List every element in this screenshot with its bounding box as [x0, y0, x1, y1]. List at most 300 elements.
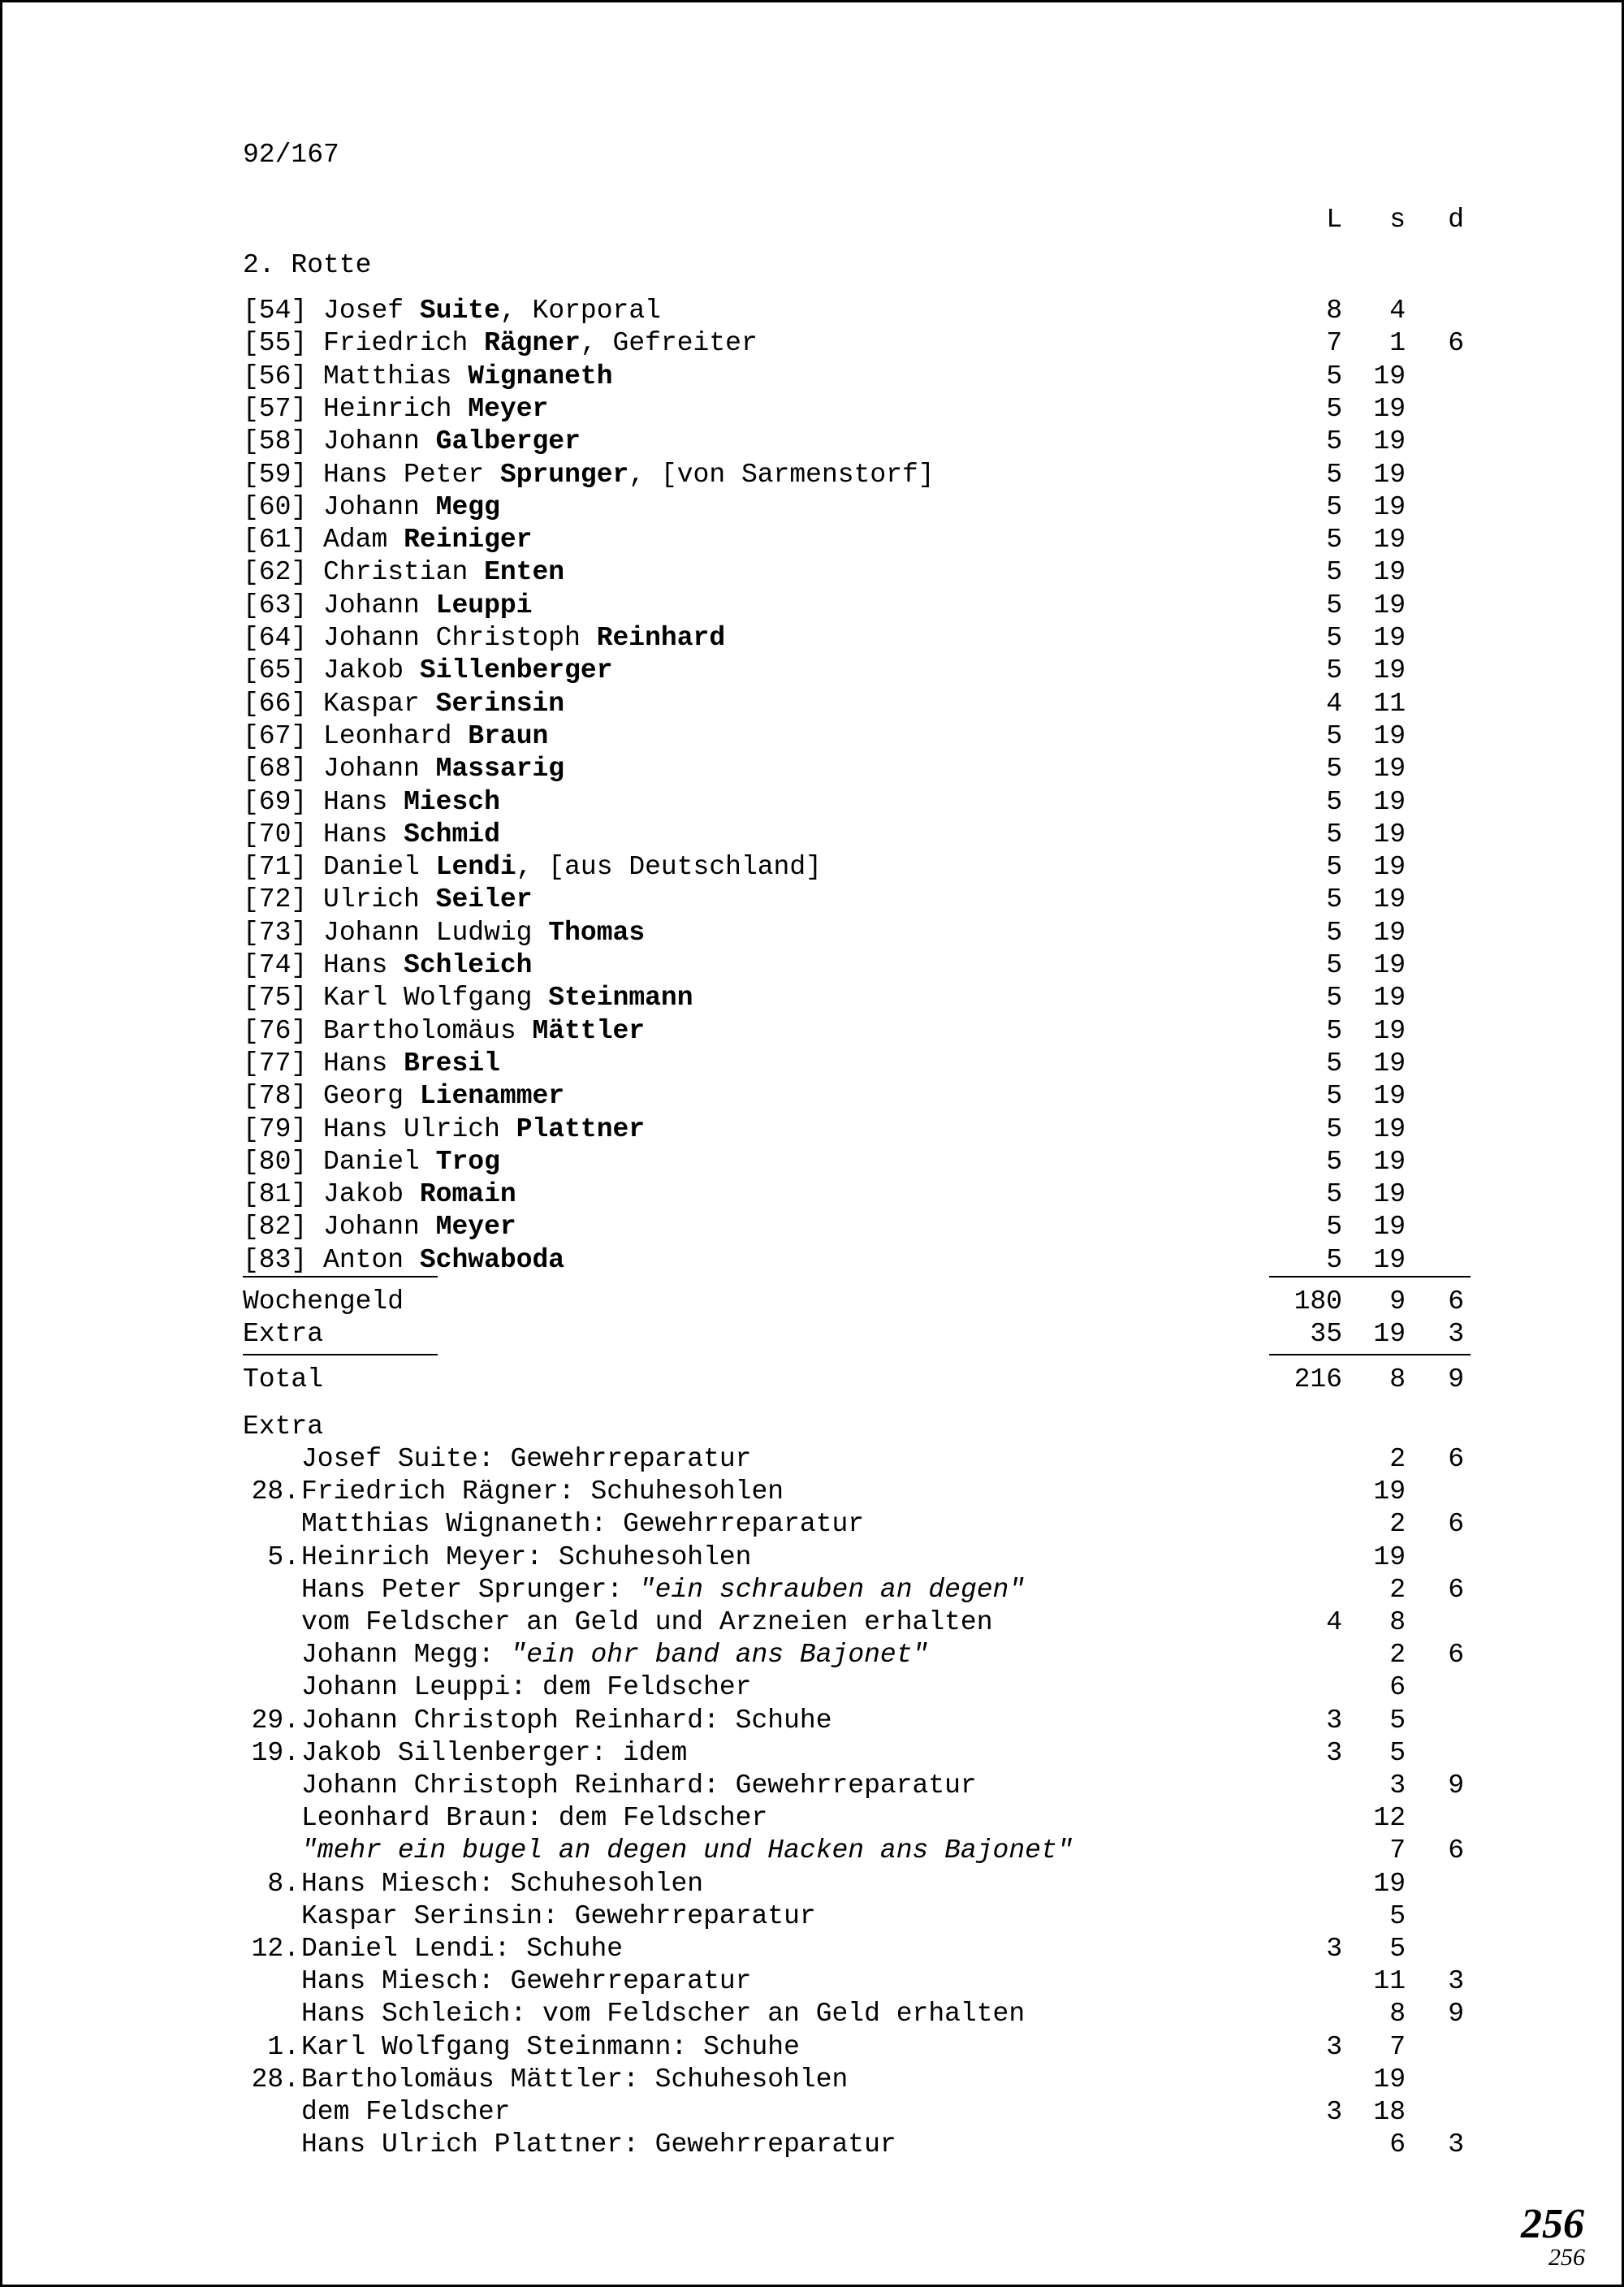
- roster-entry: [243, 949, 533, 982]
- roster-row: [2, 426, 1622, 458]
- amount-l: 5: [1326, 525, 1342, 556]
- roster-row: [2, 393, 1622, 426]
- amount-s: 19: [1373, 852, 1406, 883]
- amount-s: 19: [1373, 525, 1406, 556]
- amount-l: 3: [1326, 1934, 1342, 1964]
- last-name: Reinhard: [596, 623, 726, 653]
- roster-entry: [243, 851, 822, 884]
- extra-row: [2, 2064, 1622, 2096]
- extra-row: [2, 1606, 1622, 1639]
- extra-description: Friedrich Rägner: Schuhesohlen: [301, 1476, 784, 1507]
- first-name: Friedrich: [323, 328, 469, 359]
- extra-date: 12.: [251, 1934, 300, 1964]
- roster-row: [2, 884, 1622, 916]
- extra-text: [301, 1508, 864, 1541]
- first-name: Josef: [323, 296, 404, 326]
- amount-l: 5: [1326, 884, 1342, 915]
- amount-s: 19: [1373, 1212, 1406, 1243]
- name-suffix: , Korporal: [499, 296, 661, 326]
- amount-s: 19: [1373, 1476, 1406, 1507]
- amount-l: 5: [1326, 917, 1342, 948]
- amount-l: 5: [1326, 1081, 1342, 1112]
- extra-description: Johann Christoph Reinhard: Schuhe: [301, 1705, 832, 1736]
- first-name: Hans Peter: [323, 459, 485, 490]
- first-name: Anton: [323, 1244, 404, 1275]
- first-name: Jakob: [323, 1179, 404, 1210]
- roster-entry: [243, 1211, 516, 1243]
- first-name: Johann: [323, 491, 420, 522]
- amount-s: 19: [1373, 655, 1406, 686]
- folio-stamp-number: 256: [1521, 2201, 1584, 2247]
- amount-l: 5: [1326, 754, 1342, 785]
- amount-s: 19: [1373, 950, 1406, 980]
- amount-l: 5: [1326, 426, 1342, 457]
- extra-text: [301, 1639, 928, 1671]
- summary-l: 180: [1294, 1286, 1342, 1316]
- extra-description: Leonhard Braun: dem Feldscher: [301, 1803, 768, 1834]
- roster-entry: [243, 688, 564, 720]
- amount-d: 3: [1448, 2129, 1464, 2160]
- extra-row: [2, 1443, 1622, 1476]
- last-name: Reiniger: [404, 525, 533, 556]
- roster-row: [2, 590, 1622, 622]
- entry-number: [56]: [243, 361, 308, 391]
- summary-row-extra: [2, 1318, 1622, 1351]
- entry-number: [67]: [243, 720, 308, 751]
- amount-s: 4: [1389, 296, 1406, 326]
- amount-s: 19: [1373, 884, 1406, 915]
- header-l: L: [1326, 205, 1342, 235]
- extra-date: 28.: [251, 2064, 300, 2095]
- name-suffix: , [aus Deutschland]: [516, 852, 822, 883]
- extra-description: Johann Leuppi: dem Feldscher: [301, 1672, 752, 1703]
- amount-s: 19: [1373, 491, 1406, 522]
- extra-row: [2, 2096, 1622, 2129]
- first-name: Hans: [323, 950, 388, 980]
- extra-date: 29.: [251, 1705, 300, 1736]
- amount-s: 19: [1373, 361, 1406, 391]
- header-d: d: [1448, 205, 1464, 235]
- first-name: Ulrich: [323, 884, 420, 915]
- extra-text: [301, 1737, 687, 1770]
- extra-description: Hans Peter Sprunger:: [301, 1574, 639, 1605]
- entry-number: [66]: [243, 688, 308, 719]
- amount-l: 3: [1326, 2097, 1342, 2127]
- entry-number: [65]: [243, 655, 308, 686]
- column-header-row: [2, 204, 1622, 236]
- amount-s: 11: [1373, 1966, 1406, 1997]
- first-name: Johann Christoph: [323, 623, 581, 653]
- amount-d: 6: [1448, 1835, 1464, 1866]
- amount-d: 6: [1448, 1444, 1464, 1474]
- amount-d: 6: [1448, 328, 1464, 359]
- extra-description: Hans Miesch: Gewehrreparatur: [301, 1966, 752, 1997]
- amount-s: 19: [1373, 1179, 1406, 1210]
- last-name: Trog: [435, 1146, 500, 1177]
- extra-text: [301, 2064, 848, 2096]
- extra-row: [2, 1998, 1622, 2030]
- last-name: Sprunger: [499, 459, 629, 490]
- extra-row: [2, 1541, 1622, 1574]
- amount-s: 19: [1373, 1868, 1406, 1899]
- first-name: Johann: [323, 754, 420, 785]
- entry-number: [73]: [243, 917, 308, 948]
- first-name: Johann: [323, 1212, 420, 1243]
- amount-s: 19: [1373, 1244, 1406, 1275]
- amount-s: 19: [1373, 623, 1406, 653]
- first-name: Karl Wolfgang: [323, 983, 533, 1014]
- roster-row: [2, 720, 1622, 753]
- extra-row: [2, 1737, 1622, 1770]
- extra-date: 28.: [251, 1476, 300, 1507]
- amount-s: 19: [1373, 1015, 1406, 1046]
- amount-s: 19: [1373, 819, 1406, 850]
- amount-s: 19: [1373, 459, 1406, 490]
- extra-row: [2, 1508, 1622, 1541]
- amount-s: 19: [1373, 983, 1406, 1014]
- roster-row: [2, 982, 1622, 1014]
- extra-text: [301, 1835, 1073, 1867]
- amount-s: 2: [1389, 1509, 1406, 1540]
- extra-description: Hans Schleich: vom Feldscher an Geld erhalten: [301, 1999, 1026, 2030]
- extra-date: 19.: [251, 1737, 300, 1768]
- first-name: Hans: [323, 1048, 388, 1079]
- first-name: Leonhard: [323, 720, 452, 751]
- roster-row: [2, 1048, 1622, 1080]
- extra-row: [2, 1868, 1622, 1900]
- extra-row: [2, 1835, 1622, 1867]
- last-name: Meyer: [435, 1212, 516, 1243]
- roster-entry: [243, 786, 500, 819]
- last-name: Wignaneth: [468, 361, 613, 391]
- entry-number: [82]: [243, 1212, 308, 1243]
- roster-entry: [243, 982, 693, 1014]
- amount-s: 19: [1373, 426, 1406, 457]
- amount-l: 5: [1326, 655, 1342, 686]
- summary-underline: [243, 1354, 438, 1355]
- total-row: [2, 1364, 1622, 1396]
- amount-l: 5: [1326, 459, 1342, 490]
- entry-number: [59]: [243, 459, 308, 490]
- roster-row: [2, 1244, 1622, 1277]
- last-name: Leuppi: [435, 590, 533, 620]
- section-title: 2. Rotte: [243, 250, 372, 280]
- roster-row: [2, 622, 1622, 655]
- amount-l: 5: [1326, 1244, 1342, 1275]
- header-s: s: [1389, 205, 1406, 235]
- amount-s: 7: [1389, 1835, 1406, 1866]
- total-s: 8: [1389, 1364, 1406, 1394]
- amount-s: 19: [1373, 720, 1406, 751]
- amount-s: 12: [1373, 1803, 1406, 1834]
- extra-description: Matthias Wignaneth: Gewehrreparatur: [301, 1509, 865, 1540]
- roster-entry: [243, 1178, 516, 1211]
- last-name: Schmid: [404, 819, 500, 850]
- roster-entry: [243, 622, 725, 655]
- extra-text: [301, 1900, 816, 1933]
- entry-number: [69]: [243, 786, 308, 817]
- amount-l: 7: [1326, 328, 1342, 359]
- extra-row: [2, 1639, 1622, 1671]
- first-name: Hans: [323, 786, 388, 817]
- amount-s: 8: [1389, 1607, 1406, 1637]
- last-name: Schwaboda: [419, 1244, 565, 1275]
- entry-number: [61]: [243, 525, 308, 556]
- amount-l: 5: [1326, 491, 1342, 522]
- amount-l: 5: [1326, 1146, 1342, 1177]
- folio-stamp: [1519, 2197, 1609, 2270]
- roster-entry: [243, 1080, 564, 1113]
- extra-row: [2, 1476, 1622, 1508]
- last-name: Plattner: [516, 1113, 646, 1144]
- amount-s: 19: [1373, 393, 1406, 424]
- amount-s: 5: [1389, 1737, 1406, 1768]
- last-name: Braun: [468, 720, 549, 751]
- amount-l: 3: [1326, 2031, 1342, 2062]
- extra-title: Extra: [243, 1412, 324, 1442]
- first-name: Johann: [323, 590, 420, 620]
- extra-text: [301, 1965, 752, 1998]
- amount-l: 5: [1326, 1048, 1342, 1079]
- summary-s: 19: [1373, 1319, 1406, 1349]
- extra-description: Johann Christoph Reinhard: Gewehrreparatur: [301, 1770, 977, 1801]
- extra-date: 8.: [267, 1868, 300, 1899]
- amount-l: 4: [1326, 1607, 1342, 1637]
- roster-entry: [243, 655, 613, 687]
- extra-row: [2, 1574, 1622, 1606]
- entry-number: [68]: [243, 754, 308, 785]
- last-name: Lienammer: [419, 1081, 565, 1112]
- extra-title-row: [2, 1411, 1622, 1443]
- amount-l: 5: [1326, 819, 1342, 850]
- last-name: Steinmann: [548, 983, 693, 1014]
- entry-number: [58]: [243, 426, 308, 457]
- amount-d: 3: [1448, 1966, 1464, 1997]
- extra-quote: "mehr ein bugel an degen und Hacken ans Bajonet": [301, 1835, 1073, 1866]
- name-suffix: , [von Sarmenstorf]: [628, 459, 935, 490]
- summary-d: 3: [1448, 1319, 1464, 1349]
- roster-entry: [243, 1146, 500, 1178]
- extra-description: Heinrich Meyer: Schuhesohlen: [301, 1541, 752, 1572]
- amount-l: 5: [1326, 1212, 1342, 1243]
- roster-entry: [243, 753, 564, 785]
- entry-number: [78]: [243, 1081, 308, 1112]
- first-name: Adam: [323, 525, 388, 556]
- amount-d: 6: [1448, 1574, 1464, 1605]
- extra-description: Daniel Lendi: Schuhe: [301, 1934, 624, 1964]
- amount-s: 2: [1389, 1640, 1406, 1671]
- total-label: Total: [243, 1364, 324, 1394]
- extra-text: [301, 1802, 767, 1835]
- entry-number: [79]: [243, 1113, 308, 1144]
- entry-number: [55]: [243, 328, 308, 359]
- extra-description: Josef Suite: Gewehrreparatur: [301, 1444, 752, 1474]
- entry-number: [76]: [243, 1015, 308, 1046]
- entry-number: [83]: [243, 1244, 308, 1275]
- entry-number: [62]: [243, 557, 308, 588]
- total-d: 9: [1448, 1364, 1464, 1394]
- first-name: Daniel: [323, 1146, 420, 1177]
- total-l: 216: [1294, 1364, 1342, 1394]
- amount-l: 5: [1326, 623, 1342, 653]
- amount-s: 2: [1389, 1444, 1406, 1474]
- amount-s: 19: [1373, 754, 1406, 785]
- roster-entry: [243, 556, 564, 589]
- entries-underline: [243, 1276, 438, 1278]
- roster-row: [2, 688, 1622, 720]
- roster-entry: [243, 720, 548, 753]
- roster-row: [2, 361, 1622, 393]
- name-suffix: , Gefreiter: [580, 328, 758, 359]
- amount-s: 6: [1389, 2129, 1406, 2160]
- extra-quote: "ein ohr band ans Bajonet": [510, 1640, 929, 1671]
- extra-text: [301, 1606, 993, 1639]
- extra-row: [2, 1705, 1622, 1737]
- first-name: Hans Ulrich: [323, 1113, 500, 1144]
- amount-l: 3: [1326, 1705, 1342, 1736]
- amount-l: 5: [1326, 720, 1342, 751]
- amount-s: 19: [1373, 786, 1406, 817]
- amount-s: 19: [1373, 1146, 1406, 1177]
- roster-row: [2, 524, 1622, 556]
- roster-entry: [243, 295, 661, 327]
- roster-row: [2, 1080, 1622, 1113]
- last-name: Rägner: [484, 328, 581, 359]
- amount-l: 5: [1326, 983, 1342, 1014]
- amount-s: 19: [1373, 1541, 1406, 1572]
- last-name: Lendi: [435, 852, 516, 883]
- last-name: Serinsin: [435, 688, 565, 719]
- roster-entry: [243, 1015, 645, 1048]
- amount-s: 19: [1373, 590, 1406, 620]
- entry-number: [60]: [243, 491, 308, 522]
- extra-row: [2, 1933, 1622, 1965]
- amount-s: 19: [1373, 1113, 1406, 1144]
- amount-s: 7: [1389, 2031, 1406, 2062]
- entry-number: [57]: [243, 393, 308, 424]
- first-name: Hans: [323, 819, 388, 850]
- entry-number: [54]: [243, 296, 308, 326]
- amount-l: 5: [1326, 361, 1342, 391]
- folio-pencil-number: 256: [1548, 2244, 1585, 2270]
- amount-d: 6: [1448, 1509, 1464, 1540]
- amount-s: 1: [1389, 328, 1406, 359]
- roster-entry: [243, 524, 533, 556]
- amount-rule-2: [1269, 1354, 1471, 1355]
- extra-text: [301, 1998, 1025, 2030]
- extra-description: Karl Wolfgang Steinmann: Schuhe: [301, 2031, 800, 2062]
- amount-s: 5: [1389, 1934, 1406, 1964]
- amount-s: 19: [1373, 557, 1406, 588]
- amount-d: 9: [1448, 1999, 1464, 2030]
- amount-l: 5: [1326, 950, 1342, 980]
- amount-l: 5: [1326, 1113, 1342, 1144]
- roster-row: [2, 786, 1622, 819]
- roster-entry: [243, 819, 500, 851]
- amount-s: 8: [1389, 1999, 1406, 2030]
- amount-s: 11: [1373, 688, 1406, 719]
- roster-row: [2, 327, 1622, 360]
- roster-row: [2, 655, 1622, 687]
- extra-text: [301, 1443, 752, 1476]
- extra-text: [301, 2031, 800, 2064]
- first-name: Georg: [323, 1081, 404, 1112]
- amount-s: 19: [1373, 1048, 1406, 1079]
- roster-row: [2, 1178, 1622, 1211]
- amount-l: 8: [1326, 296, 1342, 326]
- entry-number: [74]: [243, 950, 308, 980]
- first-name: Kaspar: [323, 688, 420, 719]
- roster-row: [2, 851, 1622, 884]
- extra-description: vom Feldscher an Geld und Arzneien erhalten: [301, 1607, 993, 1637]
- roster-entry: [243, 590, 533, 622]
- amount-s: 6: [1389, 1672, 1406, 1703]
- roster-entry: [243, 491, 500, 524]
- entry-number: [70]: [243, 819, 308, 850]
- roster-row: [2, 459, 1622, 491]
- extra-row: [2, 1802, 1622, 1835]
- amount-s: 19: [1373, 2064, 1406, 2095]
- last-name: Galberger: [435, 426, 581, 457]
- first-name: Daniel: [323, 852, 420, 883]
- extra-row: [2, 1900, 1622, 1933]
- extra-text: [301, 2129, 896, 2161]
- extra-date: 1.: [267, 2031, 300, 2062]
- roster-entry: [243, 393, 548, 426]
- extra-row: [2, 1671, 1622, 1704]
- summary-l: 35: [1310, 1319, 1342, 1349]
- extra-description: Johann Megg:: [301, 1640, 511, 1671]
- roster-entry: [243, 1048, 500, 1080]
- last-name: Miesch: [404, 786, 500, 817]
- amount-l: 3: [1326, 1737, 1342, 1768]
- roster-entry: [243, 1113, 645, 1146]
- amount-s: 2: [1389, 1574, 1406, 1605]
- first-name: Matthias: [323, 361, 452, 391]
- amount-rule-1: [1269, 1276, 1471, 1278]
- extra-text: [301, 1705, 832, 1737]
- last-name: Sillenberger: [419, 655, 613, 686]
- amount-l: 5: [1326, 852, 1342, 883]
- roster-row: [2, 917, 1622, 949]
- extra-quote: "ein schrauben an degen": [638, 1574, 1026, 1605]
- extra-description: Hans Ulrich Plattner: Gewehrreparatur: [301, 2129, 896, 2160]
- roster-row: [2, 949, 1622, 982]
- entry-number: [75]: [243, 983, 308, 1014]
- roster-row: [2, 1146, 1622, 1178]
- roster-entry: [243, 459, 935, 491]
- first-name: Johann: [323, 426, 420, 457]
- entry-number: [71]: [243, 852, 308, 883]
- entry-number: [63]: [243, 590, 308, 620]
- amount-d: 9: [1448, 1770, 1464, 1801]
- extra-date: 5.: [267, 1541, 300, 1572]
- amount-l: 5: [1326, 1015, 1342, 1046]
- extra-description: dem Feldscher: [301, 2097, 511, 2127]
- extra-description: Jakob Sillenberger: idem: [301, 1737, 688, 1768]
- last-name: Bresil: [404, 1048, 500, 1079]
- extra-text: [301, 1770, 977, 1802]
- roster-row: [2, 753, 1622, 785]
- roster-row: [2, 295, 1622, 327]
- summary-d: 6: [1448, 1286, 1464, 1316]
- roster-entry: [243, 917, 645, 949]
- extra-row: [2, 2129, 1622, 2161]
- roster-row: [2, 556, 1622, 589]
- last-name: Thomas: [548, 917, 646, 948]
- amount-s: 18: [1373, 2097, 1406, 2127]
- extra-text: [301, 1671, 752, 1704]
